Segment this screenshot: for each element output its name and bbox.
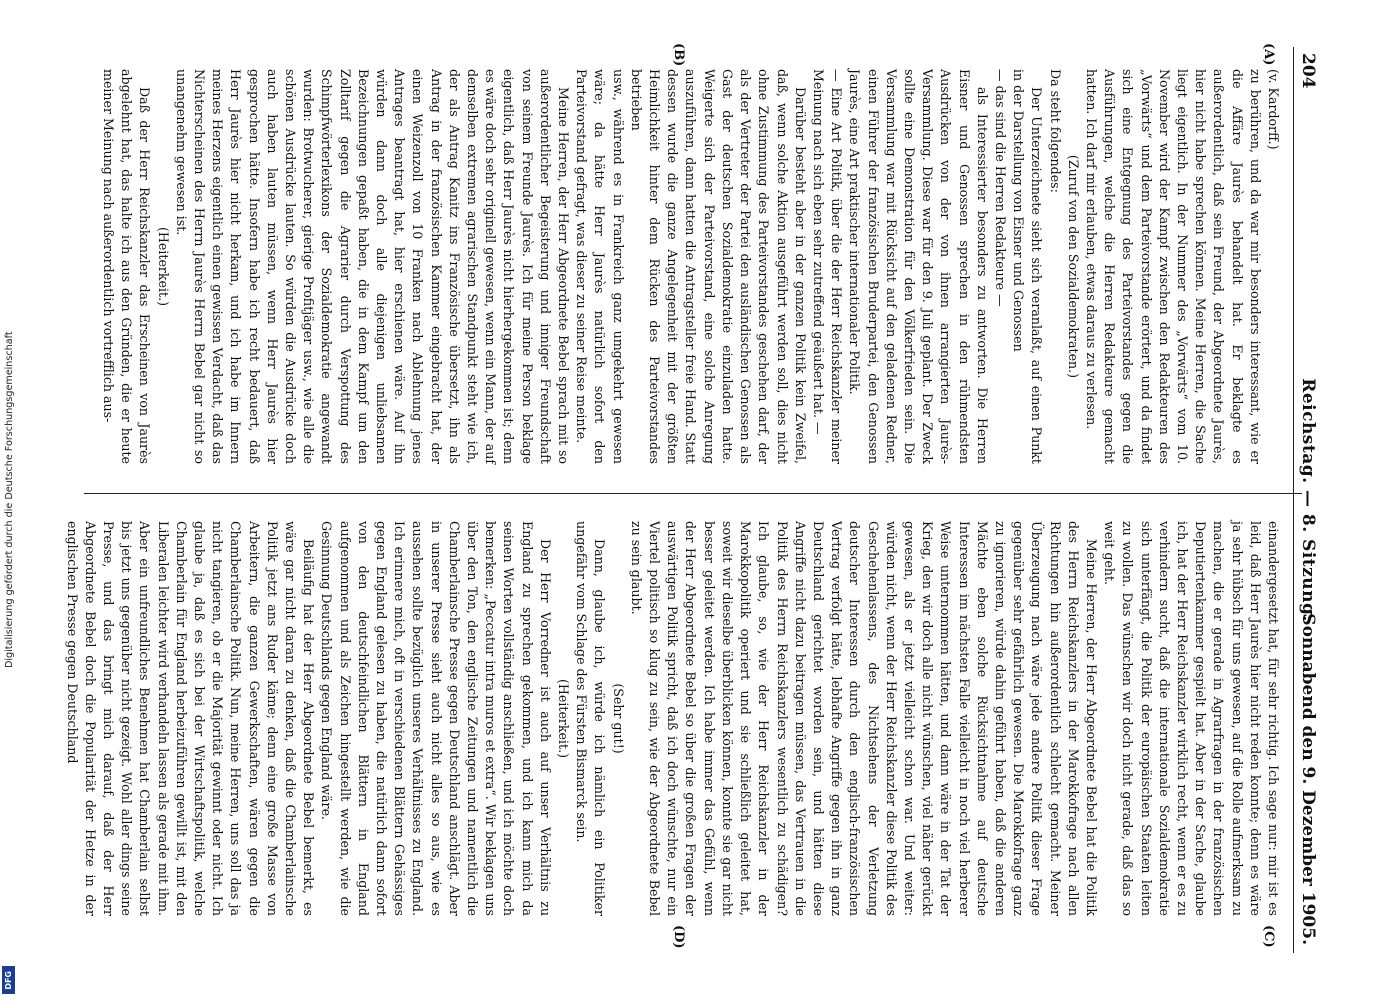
paragraph: zu berühren, und da war mir besonders interessant, wie er die Affäre Jaurès behandelt hat. Er beklagte es außerordentlich, daß sein Freund, der Abgeordnete Jaurès, hier nicht habe sprechen können. Meine Herren, die Sache liegt eigentlich. In der Nummer des „Vorwärts“ vom 10. November wird der Kampf zwischen den Redakteuren des „Vorwärts“ und dem Parteivorstande erörtert, und da findet sich eine Entgegnung des Parteivorstandes gegen die Ausführungen, welche die Herren Redakteure gemacht hatten. Ich darf mir erlauben, etwas daraus zu verlesen.	[1083, 69, 1263, 464]
paragraph: (Heiterkeit.)	[556, 679, 572, 758]
paragraph: Darüber besteht aber in der ganzen Politik kein Zweifel, daß, wenn solche Aktion ausgeführt werden soll, dies nicht ohne Zustimmung des Parteivorstandes geschehen darf, der als der Vertreter der Partei den ausländischen Genossen als Gast der deutschen Sozialdemokratie einzuladen hatte. Weigerte sich der Parteivorstand, eine solche Anregung auszuführen, dann hatten die Antragsteller freie Hand. Statt dessen wurde die ganze Angelegenheit mit der größten Heimlichkeit hinter dem Rücken des Parteivorstandes betrieben	[628, 69, 808, 464]
margin-marker-d: (D)	[671, 925, 686, 949]
paragraph: einandergesetzt hat, für sehr richtig. Ich sage nur: mir ist es leid, daß Herr Jaurès hier nicht reden konnte; denn es wäre ja sehr hübsch für uns gewesen, auf die Rolle aufmerksam zu machen, die er gerade in Agrarfragen in der französischen Deputiertenkammer gespielt hat. Aber in der Sache, glaube ich, hat der Herr Reichskanzler wirklich recht, wenn er es zu verhindern sucht, daß die internationale Sozialdemokratie sich unterfängt, die Politik der europäischen Staaten leiten zu wollen. Das wünschen wir doch nicht gerade, daß das so weit geht.	[1102, 521, 1281, 916]
paragraph: — das sind die Herren Redakteure —	[992, 69, 1008, 307]
margin-marker-a: (A)	[1261, 43, 1276, 66]
text-columns	[64, 43, 1282, 953]
paragraph: (Heiterkeit.)	[155, 227, 171, 306]
margin-marker-b: (B)	[671, 43, 686, 67]
paragraph: Meine Herren, der Herr Abgeordnete Bebel hat die Politik des Herrn Reichskanzlers in der Marokkofrage nach allen Richtungen hin außerordentlich schlecht gemacht. Meiner Überzeugung nach wäre jede andere Politik dieser Frage gegenüber sehr gefährlich gewesen. Die Marokkofrage ganz zu ignorieren, würde dahin geführt haben, daß die anderen Mächte eben solche Rücksichtnahme auf deutsche Interessen im nächsten Falle vielleicht in noch viel herberer Weise unternommen hätten, und dann wäre in der Tat der Krieg, den wir doch alle nicht wünschen, viel näher gerückt gewesen, als er jetzt vielleicht schon war. Und weiter: würden nicht, wenn der Herr Reichskanzler diese Politik des Geschehenlassens, des Nichtsehens der Verletzung deutscher Interessen durch den englisch-französischen Vertrag verfolgt hätte, lebhafte Angriffe gegen ihn in ganz Deutschland gerichtet worden sein, und hätten diese Angriffe nicht dazu beitragen müssen, das Vertrauen in die Politik des Herrn Reichskanzlers wesentlich zu schädigen? Ich glaube, so, wie der Herr Reichskanzler in der Marokkopolitik operiert und sie schließlich geleitet hat, soweit wir dieselbe überblicken können, konnte sie gar nicht besser geleitet werden. Ich habe immer das Gefühl, wenn der Herr Abgeordnete Bebel so über die großen Fragen der auswärtigen Politik spricht, daß ich doch wünschte, nur ein Viertel politisch so klug zu sein, wie der Abgeordnete Bebel zu sein glaubt.	[628, 521, 1099, 916]
paragraph: — Eine Art Politik, über die der Herr Reichskanzler meiner Meinung nach sich eben sehr zutreffend geäußert hat. —	[810, 69, 845, 464]
digitization-credit: Digitalisierung gefördert durch die Deutsche Forschungsgemeinschaft	[4, 331, 15, 669]
dfg-logo-text: DFG	[4, 970, 13, 990]
paragraph: usw., während es in Frankreich ganz umgekehrt gewesen wäre; da hätte Herr Jaurès natürlich sofort den Parteivorstand gefragt, was dieser zu seiner Reise meinte.	[574, 69, 626, 464]
page-header	[1293, 47, 1320, 953]
paragraph: (v. Kardorff.)	[1266, 69, 1281, 150]
paragraph: Da steht folgendes:	[1047, 69, 1063, 193]
page-title: Reichstag. — 8. Sitzung.	[1298, 378, 1318, 622]
paragraph: Der Unterzeichnete sieht sich veranlaßt, auf einen Punkt in der Darstellung von Eisner und Genossen	[1011, 69, 1045, 464]
paragraph: Daß der Herr Reichskanzler das Erscheinen von Jaurès abgelehnt hat, das halte ich aus den Gründen, die er heute meiner Meinung nach außerordentlich vortrefflich aus-	[101, 69, 153, 464]
page-number: 204	[1298, 53, 1318, 89]
paragraph: Dann, glaube ich, würde ich nämlich ein Politiker ungefähr vom Schlage des Fürsten Bismarck sein.	[574, 521, 608, 916]
paragraph: (Zuruf von den Sozialdemokraten.)	[1065, 154, 1081, 379]
column-divider	[84, 493, 1302, 494]
dfg-logo	[2, 966, 15, 994]
page-date: Sonnabend den 9. Dezember 1905.	[1298, 613, 1318, 945]
right-column	[64, 521, 1282, 916]
document-page	[64, 35, 1330, 965]
paragraph: als Interessierter besonders zu antworten. Die Herren Eisner und Genossen sprechen in den rühmendsten Ausdrücken von der von ihnen arrangierten Jaurès-Versammlung. Diese war für den 9. Juli geplant. Der Zweck sollte eine Demonstration für den Völkerfrieden sein. Die Versammlung war mit Rücksicht auf den geladenen Redner, einen Führer der französischen Bruderpartei, den Genossen Jaurès, eine Art praktischer internationaler Politik.	[847, 69, 990, 464]
paragraph: (Sehr gut!)	[610, 683, 626, 754]
left-column	[84, 69, 1282, 464]
paragraph: Der Herr Vorredner ist auch auf unser Verhältnis zu England zu sprechen gekommen, und ich kann mich da seinen Worten vollständig anschließen, und ich möchte doch bemerken: „Peccatur intra muros et extra“. Wir beklagen uns über den Ton, den englische Zeitungen und namentlich die Chamberlainsche Presse gegen Deutschland anschlägt. Aber in unserer Presse sieht auch nicht alles so aus, wie es aussehen sollte bezüglich unseres Verhältnisses zu England. Ich erinnere mich, oft in verschiedenen Blättern Gehässiges gegen England gelesen zu haben, die natürlich dann sofort von den deutschfeindlichen Blättern in England aufgenommen und als Zeichen hingestellt werden, wie die Gesinnung Deutschlands gegen England wäre.	[319, 521, 553, 916]
paragraph: Meine Herren, der Herr Abgeordnete Bebel sprach mit so außerordentlicher Begeisterung und inniger Freundschaft von seinem Freunde Jaurès. Ich für meine Person beklage eigentlich, daß Herr Jaurès nicht hierhergekommen ist; denn es wäre doch sehr originell gewesen, wenn ein Mann, der auf demselben extremen agrarischen Standpunkt steht wie ich, der als Antrag Kanitz ins Französische übersetzt, ihn als Antrag in der französischen Kammer eingebracht hat, der einen Weizenzoll von 10 Franken nach Ablehnung jenes Antrages beantragt hat, hier erschienen wäre. Auf ihn würden dann doch alle diejenigen unliebsamen Bezeichnungen gepaßt haben, die in dem Kampf um den Zolltarif gegen die Agrarier durch Verspottung des Schimpfwörterlexikons der Sozialdemokratie angewandt wurden: Brotwucherer, gierige Profitjäger usw., wie alle die schönen Ausdrücke lauten. So würden die Ausdrücke doch auch haben lauten müssen, wenn Herr Jaurès hier gesprochen hätte. Insofern habe ich recht bedauert, daß Herr Jaurès hier nicht herkam, und ich habe im Innern meines Herzens eigentlich einen gewissen Verdacht, daß das Nichterscheinen des Herrn Jaurès Herrn Bebel gar nicht so unangenehm gewesen ist.	[173, 69, 572, 464]
margin-marker-c: (C)	[1261, 925, 1276, 948]
paragraph: Beiläufig hat der Herr Abgeordnete Bebel bemerkt, es wäre gar nicht daran zu denken, daß die Chamberlainsche Politik jetzt ans Ruder käme; denn eine große Masse von Arbeitern, die ganzen Gewerkschaften, wären gegen die Chamberlainsche Politik. Nun, meine Herren, uns soll das ja nicht tangieren, ob er die Majorität gewinnt oder nicht. Ich glaube ja, daß es sich bei der Wirtschaftspolitik, welche Chamberlain für England herbeizuführen gewillt ist, mit den Liberalen leichter wird verhandeln lassen als gerade mit ihm. Aber ein unfreundliches Benehmen hat Chamberlain selbst bis jetzt uns gegenüber nicht gezeigt. Wohl aller dings seine Presse, und das bringt mich darauf, daß der Herr Abgeordnete Bebel doch die Popularität der Hetze in der englischen Presse gegen Deutschland	[64, 521, 317, 916]
